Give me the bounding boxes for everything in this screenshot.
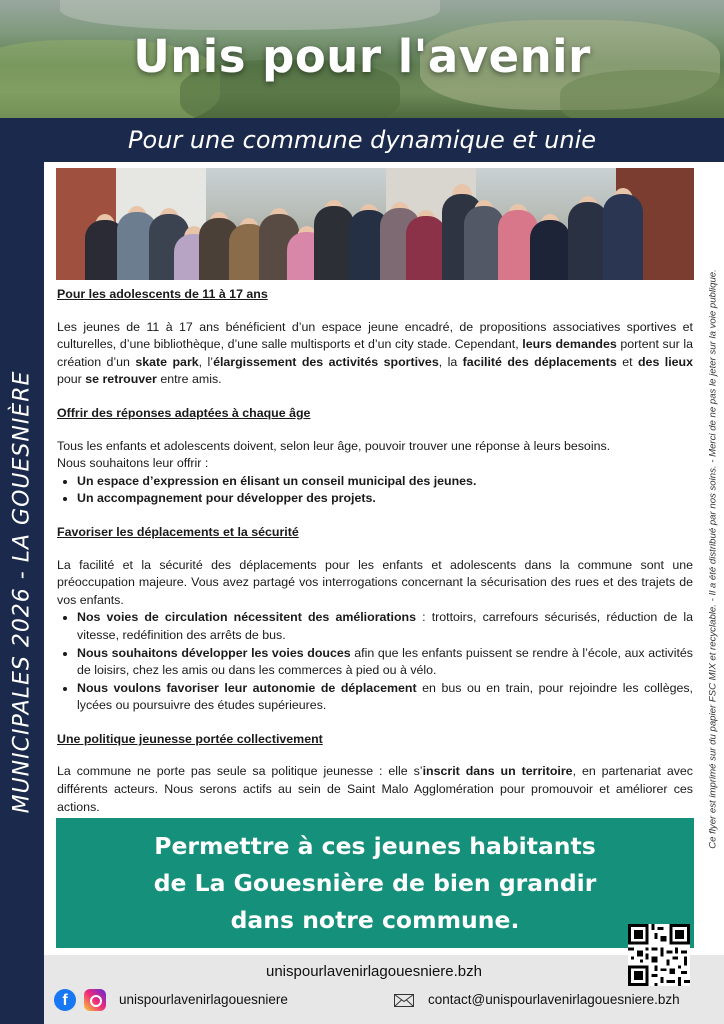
campaign-label: MUNICIPALES 2026 - LA GOUESNIÈRE	[9, 370, 35, 814]
reponses-lead: Nous souhaitons leur offrir :	[57, 456, 209, 471]
website-link[interactable]: unispourlavenirlagouesniere.bzh	[266, 963, 482, 980]
section-heading-reponses: Offrir des réponses adaptées à chaque âge	[57, 405, 311, 420]
facebook-icon[interactable]: f	[54, 989, 76, 1011]
main-content	[57, 286, 693, 865]
section-heading-politique: Une politique jeunesse portée collectivement	[57, 731, 323, 746]
callout-line: de La Gouesnière de bien grandir	[153, 868, 597, 897]
section-heading-deplacements: Favoriser les déplacements et la sécurité	[57, 524, 299, 539]
contact-email-link[interactable]: contact@unispourlavenirlagouesniere.bzh	[428, 992, 680, 1007]
subtitle-bar	[0, 118, 724, 162]
list-item: • Un espace d’expression en élisant un conseil municipal des jeunes.	[77, 473, 693, 491]
deplacements-intro: La facilité et la sécurité des déplacements pour les enfants et adolescents dans la commune sont une préoccupation majeure. Vous avez partagé vos interrogations concernant la sécurisation des rues et des trajets de vos enfants.	[57, 557, 693, 607]
reponses-list	[57, 473, 693, 508]
instagram-icon[interactable]	[84, 989, 106, 1011]
callout-line: dans notre commune.	[230, 905, 520, 934]
qr-code[interactable]	[628, 924, 690, 986]
page-title: Unis pour l'avenir	[133, 30, 591, 83]
section-heading-adolescents: Pour les adolescents de 11 à 17 ans	[57, 287, 268, 301]
list-item: • Nous souhaitons développer les voies douces afin que les enfants puissent se rendre à l’école, aux activités de loisirs, chez les amis ou dans les commerces à pied ou à vélo.	[77, 645, 693, 680]
header-banner	[0, 0, 724, 118]
mail-icon	[394, 994, 414, 1007]
footer	[44, 955, 724, 1024]
reponses-intro: Tous les enfants et adolescents doivent, selon leur âge, pouvoir trouver une réponse à leurs besoins.	[57, 438, 611, 453]
list-item: • Un accompagnement pour développer des projets.	[77, 490, 693, 508]
callout-line: Permettre à ces jeunes habitants	[154, 831, 596, 860]
deplacements-list	[57, 609, 693, 715]
print-notice: Ce flyer est imprimé sur du papier FSC MIX et recyclable. - Il a été distribué par nos soins. - Merci de ne pas le jeter sur la voie publique.	[707, 269, 719, 849]
list-item: • Nous voulons favoriser leur autonomie de déplacement en bus ou en train, pour rejoindre les collèges, lycées ou poursuivre des études supérieures.	[77, 680, 693, 715]
page-subtitle: Pour une commune dynamique et unie	[127, 126, 597, 154]
list-item: • Nos voies de circulation nécessitent des améliorations : trottoirs, carrefours sécurisés, réduction de la vitesse, redéfinition des arrêts de bus.	[77, 609, 693, 644]
politique-paragraph: La commune ne porte pas seule sa politique jeunesse : elle s’inscrit dans un territoire, en partenariat avec différents acteurs. Nous serons actifs au sein de Saint Malo Agglomération pour promouvoir et améliorer ces actions.	[57, 764, 694, 814]
adolescents-paragraph: Les jeunes de 11 à 17 ans bénéficient d’un espace jeune encadré, de propositions associatives sportives et culturelles, d’une bibliothèque, d’une salle multisports et d’un city stade. Cependant, leurs demandes portent sur la création d’un skate park, l’élargissement des activités sportives, la facilité des déplacements et des lieux pour se retrouver entre amis.	[57, 319, 693, 387]
highlight-callout	[56, 818, 694, 948]
social-handle[interactable]: unispourlavenirlagouesniere	[119, 992, 288, 1007]
group-photo	[56, 168, 694, 280]
